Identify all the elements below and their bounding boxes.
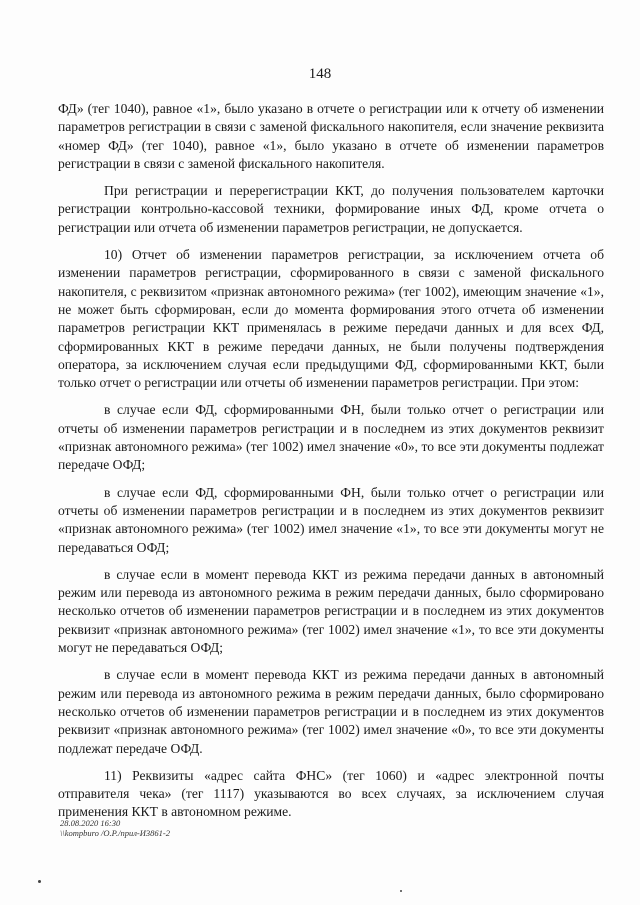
paragraph-item-10: 10) Отчет об изменении параметров регистрации, за исключением отчета об изменении параметров регистрации, сформированного в связи с заменой фискального накопителя, с реквизитом «признак автономного режима» (тег 1002), имеющим значение «1», не может быть сформирован, если до момента формирования этого отчета об изменении параметров регистрации ККТ применялась в режиме передачи данных и для всех ФД, сформированных ККТ в режиме передачи данных, не были получены подтверждения оператора, за исключением случая если предыдущими ФД, сформированными ККТ, были только отчет о регистрации или отчеты об изменении параметров регистрации. При этом: (58, 247, 604, 391)
paragraph-case-4: в случае если в момент перевода ККТ из режима передачи данных в автономный режим или перевода из автономного режима в режим передачи данных, было сформировано несколько отчетов об изменении параметров регистрации и в последнем из этих документов реквизит «признак автономного режима» (тег 1002) имел значение «0», то все эти документы подлежат передаче ОФД. (58, 667, 604, 756)
document-body (58, 100, 604, 822)
footer-date: 28.08.2020 16:30 (60, 818, 121, 828)
paragraph-registration: При регистрации и перерегистрации ККТ, до получения пользователем карточки регистрации контрольно-кассовой техники, формирование иных ФД, кроме отчета о регистрации или отчета об изменении параметров регистрации, не допускается. (58, 183, 604, 235)
page-number: 148 (308, 66, 332, 82)
footer-file-path: \\kompburo /О.Р./прил-И3861-2 (60, 828, 170, 838)
paragraph-item-11: 11) Реквизиты «адрес сайта ФНС» (тег 1060) и «адрес электронной почты отправителя чека» (тег 1117) указываются во всех случаях, за исключением случая применения ККТ в автономном режиме. (58, 767, 604, 820)
paragraph-case-3: в случае если в момент перевода ККТ из режима передачи данных в автономный режим или перевода из автономного режима в режим передачи данных, было сформировано несколько отчетов об изменении параметров регистрации и в последнем из этих документов реквизит «признак автономного режима» (тег 1002) имел значение «1», то все эти документы могут не передаваться ОФД; (58, 566, 604, 656)
paragraph-case-2: в случае если ФД, сформированными ФН, были только отчет о регистрации или отчеты об изменении параметров регистрации и в последнем из этих документов реквизит «признак автономного режима» (тег 1002) имел значение «1», то все эти документы могут не передаваться ОФД; (58, 484, 604, 555)
scan-speck (400, 890, 402, 892)
document-footer (60, 818, 170, 838)
paragraph-continuation: ФД» (тег 1040), равное «1», было указано в отчете о регистрации или к отчету об изменении параметров регистрации в связи с заменой фискального накопителя, если значение реквизита «номер ФД» (тег 1040), равное «1», было указано в отчете об изменении параметров регистрации в связи с заменой фискального накопителя. (58, 101, 604, 171)
scan-speck (38, 880, 41, 883)
paragraph-case-1: в случае если ФД, сформированными ФН, были только отчет о регистрации или отчеты об изменении параметров регистрации и в последнем из этих документов реквизит «признак автономного режима» (тег 1002) имел значение «0», то все эти документы подлежат передаче ОФД; (58, 402, 604, 473)
